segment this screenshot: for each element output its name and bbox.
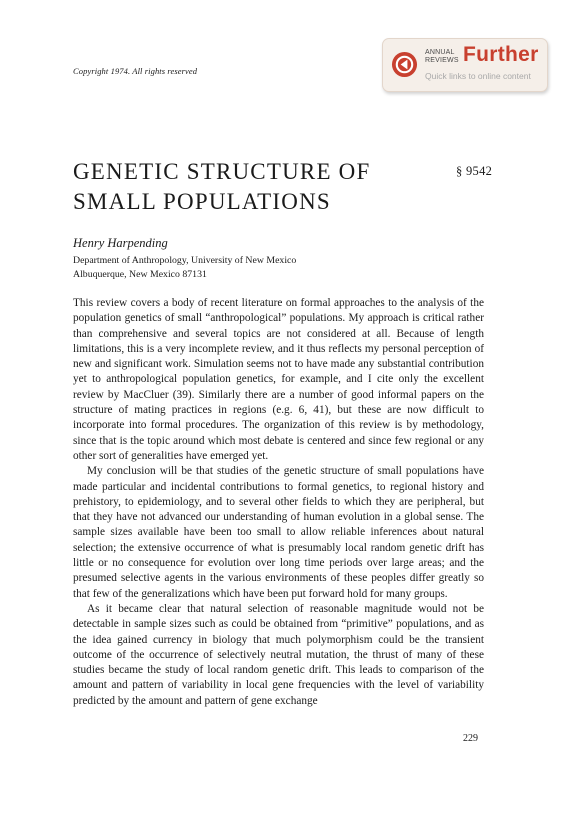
banner-annual-reviews-label: ANNUAL REVIEWS — [425, 49, 459, 64]
annual-reviews-further-banner[interactable] — [382, 38, 548, 92]
banner-further-label: Further — [463, 43, 539, 66]
affiliation-line: Department of Anthropology, University of New Mexico — [73, 255, 297, 266]
body-paragraph: This review covers a body of recent literature on formal approaches to the analysis of the population genetics of small “anthropological” populations. My approach is critical rather than comprehensive and several topics are not considered at all. Because of length limitations, this is a very incomplete review, and it thus reflects my personal perception of new and significant work. Simulation seems not to have made any substantial contribution yet to anthropological population genetics, for example, and I cite only the excellent review by MacCluer (39). Similarly there are a number of good informal papers on the structure of mating practices in regions (e.g. 6, 41), but these are now difficult to incorporate into formal procedures. The organization of this review is by methodology, since that is the topic around which most debate is centered and since few regional or any other sort of generalities have emerged yet. — [73, 297, 484, 462]
page-number: 229 — [463, 733, 478, 744]
article-body — [73, 296, 484, 709]
annual-reviews-logo-icon — [391, 51, 418, 78]
author-affiliation — [73, 254, 296, 282]
body-paragraph: As it became clear that natural selection of reasonable magnitude would not be detectable in sample sizes such as could be obtained from “primitive” populations, and as the idea gained currency in biology that much polymorphism could be the transient outcome of the occurrence of selectively neutral mutation, the thrust of many of these studies became the study of local random genetic drift. This leads to comparison of the amount and pattern of variability in local gene frequencies with the level of variability predicted by the amount and pattern of gene exchange — [73, 602, 484, 707]
body-paragraph: My conclusion will be that studies of the genetic structure of small populations have made particular and incidental contributions to formal genetics, to regional history and prehistory, to epidemiology, and to several other fields to which they are peripheral, but that they have not advanced our understanding of human evolution in a global sense. The sample sizes available have been too small to allow reliable inferences about natural selection; the extensive occurrence of what is presumably local random genetic drift has little or no consequence for evolution over long time periods over large areas; and the presumed selective agents in the various environments of these peoples differ greatly so that few of the generalizations which have been put forward hold for many groups. — [73, 465, 484, 600]
author-name: Henry Harpending — [73, 236, 168, 250]
copyright-notice: Copyright 1974. All rights reserved — [73, 66, 198, 76]
banner-subtitle: Quick links to online content — [425, 71, 531, 81]
section-code: § 9542 — [456, 164, 493, 178]
affiliation-line: Albuquerque, New Mexico 87131 — [73, 269, 207, 280]
article-title: GENETIC STRUCTURE OF SMALL POPULATIONS — [73, 159, 371, 214]
